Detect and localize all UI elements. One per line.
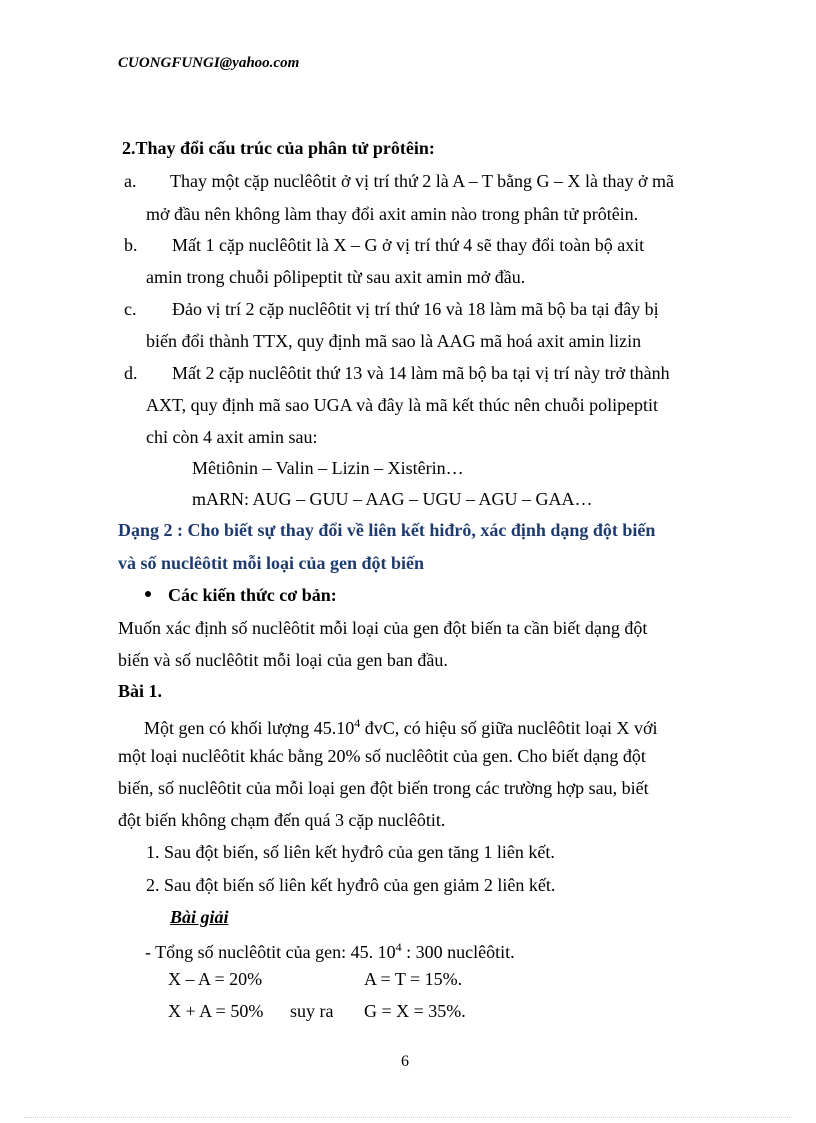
item-b-label: b. [124, 235, 138, 255]
solution-total-superscript: 4 [395, 940, 402, 954]
equation-2-right: G = X = 35%. [364, 1001, 466, 1021]
item-a-line2: mở đầu nên không làm thay đổi axit amin nào trong phân tử prôtêin. [146, 204, 639, 224]
item-a-line1: Thay một cặp nuclêôtit ở vị trí thứ 2 là A – T bằng G – X là thay ở mã [170, 171, 675, 191]
solution-total-text-a: - Tổng số nuclêôtit của gen: 45. 10 [145, 942, 396, 962]
exercise-line4: đột biến không chạm đến quá 3 cặp nuclêôtit. [118, 810, 446, 830]
basic-knowledge-title: Các kiến thức cơ bản: [168, 585, 337, 605]
equation-1-left: X – A = 20% [168, 969, 263, 989]
item-a-label: a. [124, 171, 137, 191]
item-c-line1: Đảo vị trí 2 cặp nuclêôtit vị trí thứ 16 và 18 làm mã bộ ba tại đây bị [172, 299, 659, 319]
solution-total-text-b: : 300 nuclêôtit. [401, 942, 515, 962]
exercise-question-1: 1. Sau đột biến, số liên kết hyđrô của gen tăng 1 liên kết. [146, 842, 555, 862]
item-b-line2: amin trong chuỗi pôlipeptit từ sau axit amin mở đầu. [146, 267, 526, 287]
exercise-line1-text-b: đvC, có hiệu số giữa nuclêôtit loại X với [360, 718, 658, 738]
dang2-heading-line2: và số nuclêôtit mỗi loại của gen đột biến [118, 553, 425, 573]
marn-chain: mARN: AUG – GUU – AAG – UGU – AGU – GAA… [192, 489, 593, 509]
basic-knowledge-line2: biến và số nuclêôtit mỗi loại của gen ban đầu. [118, 650, 448, 670]
equation-1-right: A = T = 15%. [364, 969, 463, 989]
item-c-line2: biến đổi thành TTX, quy định mã sao là AAG mã hoá axit amin lizin [146, 331, 642, 351]
solution-title: Bài giải [170, 907, 229, 927]
equation-2-left: X + A = 50% [168, 1001, 264, 1021]
exercise-title: Bài 1. [118, 681, 163, 701]
exercise-line1-superscript: 4 [354, 716, 361, 730]
section-title: 2.Thay đổi cấu trúc của phân tử prôtêin: [122, 138, 435, 158]
page-number: 6 [401, 1053, 409, 1070]
exercise-line1-text-a: Một gen có khối lượng 45.10 [144, 718, 355, 738]
item-b-line1: Mất 1 cặp nuclêôtit là X – G ở vị trí thứ 4 sẽ thay đổi toàn bộ axit [172, 235, 645, 255]
exercise-line1 [144, 712, 658, 739]
equation-2-middle: suy ra [290, 1001, 334, 1021]
item-d-line3: chỉ còn 4 axit amin sau: [146, 427, 318, 447]
bullet-icon [145, 591, 151, 597]
item-d-label: d. [124, 363, 138, 383]
item-c-label: c. [124, 299, 137, 319]
basic-knowledge-line1: Muốn xác định số nuclêôtit mỗi loại của gen đột biến ta cần biết dạng đột [118, 618, 648, 638]
exercise-line2: một loại nuclêôtit khác bằng 20% số nuclêôtit của gen. Cho biết dạng đột [118, 746, 646, 766]
amino-chain: Mêtiônin – Valin – Lizin – Xistêrin… [192, 458, 464, 478]
exercise-line3: biến, số nuclêôtit của mỗi loại gen đột biến trong các trường hợp sau, biết [118, 778, 649, 798]
header-email: CUONGFUNGI@yahoo.com [118, 55, 300, 71]
page-bottom-divider [24, 1117, 792, 1118]
dang2-heading-line1: Dạng 2 : Cho biết sự thay đổi về liên kết hiđrô, xác định dạng đột biến [118, 520, 656, 540]
item-d-line2: AXT, quy định mã sao UGA và đây là mã kết thúc nên chuỗi polipeptit [146, 395, 659, 415]
solution-total [145, 936, 515, 963]
exercise-question-2: 2. Sau đột biến số liên kết hyđrô của gen giảm 2 liên kết. [146, 875, 556, 895]
item-d-line1: Mất 2 cặp nuclêôtit thứ 13 và 14 làm mã bộ ba tại vị trí này trở thành [172, 363, 670, 383]
